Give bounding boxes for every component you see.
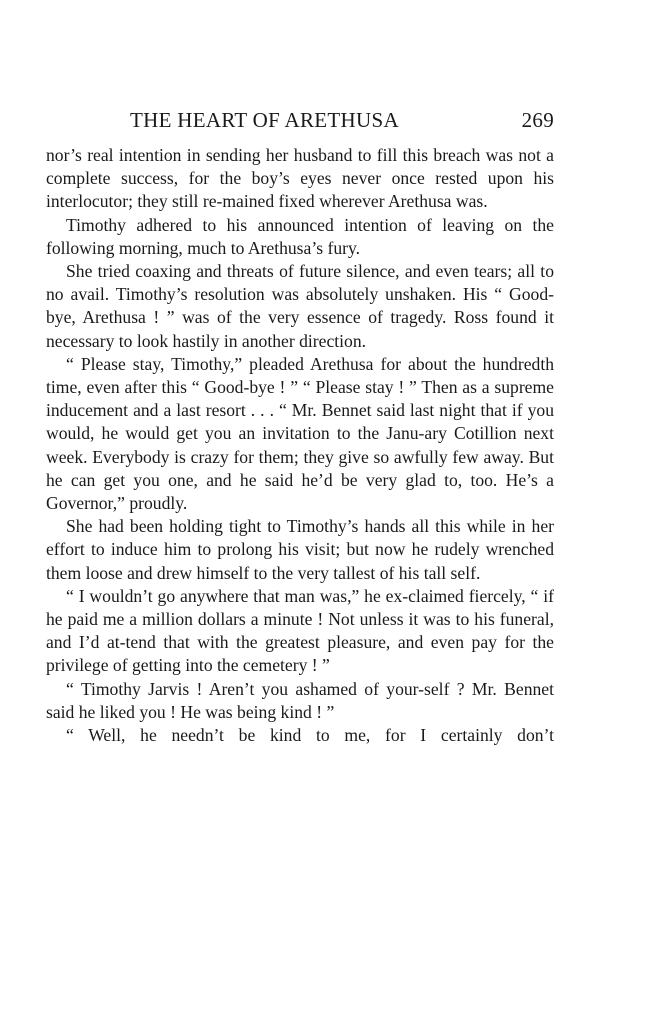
running-head: THE HEART OF ARETHUSA: [130, 108, 399, 132]
paragraph: “ Please stay, Timothy,” pleaded Arethusa for about the hundredth time, even after this “ Good-bye ! ” “ Please stay ! ” Then as a supreme inducement and a last resort . . . “ Mr. Bennet said last night that if you would, he would get you an invitation to the Janu-ary Cotillion next week. Everybody is crazy for them; they give so awfully few away. But he can get you one, and he said he’d be very glad to, too. He’s a Governor,” proudly.: [46, 353, 554, 514]
paragraph: “ Timothy Jarvis ! Aren’t you ashamed of your-self ? Mr. Bennet said he liked you ! He was being kind ! ”: [46, 678, 554, 722]
paragraph: She tried coaxing and threats of future silence, and even tears; all to no avail. Timothy’s resolution was absolutely unshaken. His “ Good-bye, Arethusa ! ” was of the very essence of tragedy. Ross found it necessary to look hastily in another direction.: [46, 261, 554, 351]
page-number: 269: [521, 108, 554, 132]
paragraph: “ I wouldn’t go anywhere that man was,” he ex-claimed fiercely, “ if he paid me a million dollars a minute ! Not unless it was to his funeral, and I’d at-tend that with the greatest pleasure, and even pay for the privilege of getting into the cemetery ! ”: [46, 585, 554, 676]
page-header: [46, 104, 554, 140]
paragraph: Timothy adhered to his announced intention of leaving on the following morning, much to Arethusa’s fury.: [46, 214, 554, 258]
body-text: [46, 144, 554, 747]
paragraph: nor’s real intention in sending her husband to fill this breach was not a complete success, for the boy’s eyes never once rested upon his interlocutor; they still re-mained fixed wherever Arethusa was.: [46, 145, 554, 212]
paragraph: “ Well, he needn’t be kind to me, for I certainly don’t: [66, 725, 554, 746]
paragraph: She had been holding tight to Timothy’s hands all this while in her effort to induce him to prolong his visit; but now he rudely wrenched them loose and drew himself to the very tallest of his tall self.: [46, 516, 554, 583]
book-page: [46, 104, 554, 747]
